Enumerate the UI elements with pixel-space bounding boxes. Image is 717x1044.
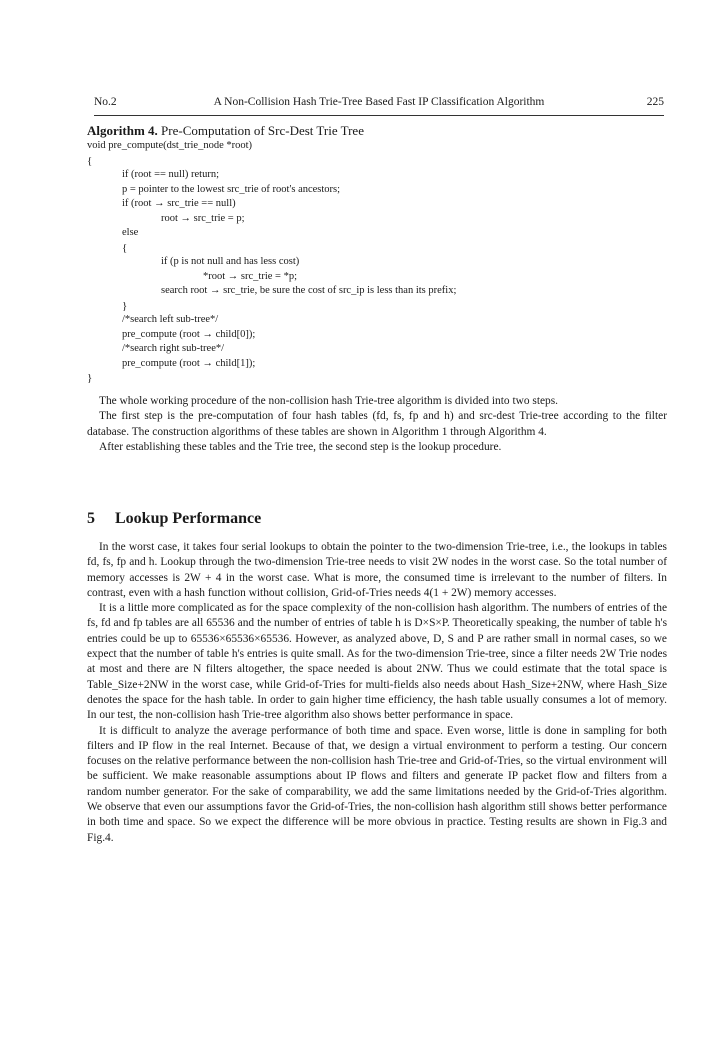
section-number: 5 bbox=[87, 510, 95, 527]
algorithm-block bbox=[87, 122, 667, 386]
code-line: search root → src_trie, be sure the cost of src_ip is less than its prefix; bbox=[161, 285, 457, 296]
code-line: } bbox=[122, 299, 128, 312]
code-line: *root → src_trie = *p; bbox=[203, 270, 297, 282]
code-line: /*search right sub-tree*/ bbox=[122, 343, 225, 354]
code-line: else bbox=[122, 227, 139, 238]
paragraph: The first step is the pre-computation of four hash tables (fd, fs, fp and h) and src-dest Trie-tree according to the filter database. The construction algorithms of these tables are shown in Algorithm 1 through Algorithm 4. bbox=[87, 410, 667, 438]
algorithm-caption: Pre-Computation of Src-Dest Trie Tree bbox=[157, 123, 364, 138]
code-line: pre_compute (root → child[0]); bbox=[122, 328, 256, 340]
algorithm-label: Algorithm 4. bbox=[87, 123, 158, 138]
code-line: /*search left sub-tree*/ bbox=[122, 314, 219, 325]
journal-issue: No.2 bbox=[94, 96, 117, 108]
section-text bbox=[87, 540, 667, 846]
paragraph: It is a little more complicated as for the space complexity of the non-collision hash algorithm. The numbers of entries of the fs, fd and fp tables are all 65536 and the number of entries of table h is D×S×P. Theoretically speaking, the number of table h's entries could be up to 65536×65536×65536. However, as analyzed above, D, S and P are rather small in normal cases, so we expect that the number of table h's entries is quite small. As for the two-dimension Trie-tree, since a filter needs 2W Trie nodes at most and there are N filters altogether, the space needed is about 2NW. Thus we could estimate that the total space is Table_Size+2NW in the worst case, while Grid-of-Tries for multi-fields also needs about Hash_Size+2NW, where Hash_Size denotes the space for the hash table. In order to gain higher time efficiency, the hash table usually consumes a lot of memory. In our test, the non-collision hash Trie-tree algorithm also shows better performance in space. bbox=[87, 602, 667, 722]
code-line: p = pointer to the lowest src_trie of root's ancestors; bbox=[122, 183, 341, 195]
intro-text bbox=[87, 394, 667, 455]
paragraph: In the worst case, it takes four serial lookups to obtain the pointer to the two-dimension Trie-tree, i.e., the lookups in tables fd, fs, fp and h. Lookup through the two-dimension Trie-tree needs to visit 2W nodes in the worst case. So the total number of memory accesses is 2W + 4 in the worst case. What is more, the consumed time is irrelevant to the number of filters. In contrast, even with a hash function without collision, Grid-of-Tries needs 4(1 + 2W) memory accesses. bbox=[87, 541, 667, 599]
code-line: } bbox=[87, 372, 93, 384]
section-title: Lookup Performance bbox=[115, 510, 262, 527]
code-line: { bbox=[87, 154, 93, 167]
algorithm-title bbox=[87, 122, 667, 139]
code-line: root → src_trie = p; bbox=[161, 212, 245, 224]
running-header bbox=[94, 96, 664, 116]
code-line: { bbox=[122, 241, 128, 254]
code-line: pre_compute (root → child[1]); bbox=[122, 357, 256, 369]
section-heading bbox=[87, 510, 667, 528]
code-line: if (root → src_trie == null) bbox=[122, 198, 236, 209]
code-line: if (root == null) return; bbox=[122, 169, 219, 180]
paragraph: The whole working procedure of the non-collision hash Trie-tree algorithm is divided into two steps. bbox=[99, 395, 559, 407]
paragraph: After establishing these tables and the Trie tree, the second step is the lookup procedure. bbox=[99, 440, 502, 453]
paragraph: It is difficult to analyze the average performance of both time and space. Even worse, little is done in sampling for both filters and IP flow in the real Internet. Because of that, we design a virtual environment to perform a testing. Our concern focuses on the relative performance between the non-collision hash Trie-tree and Grid-of-Tries, so the virtual environment will be sufficient. We make reasonable assumptions about IP flows and filters and generate IP packet flow and filters from a random number generator. For the sake of comparability, we add the same limitations needed by the Grid-of-Tries algorithm. We observe that even our assumptions favor the Grid-of-Tries, the non-collision hash algorithm still shows better performance in both time and space. So we expect the difference will be more obvious in practice. Testing results are shown in Fig.3 and Fig.4. bbox=[87, 724, 667, 844]
code-line: if (p is not null and has less cost) bbox=[161, 256, 300, 267]
running-title: A Non-Collision Hash Trie-Tree Based Fast IP Classification Algorithm bbox=[213, 96, 545, 108]
page-number: 225 bbox=[646, 96, 664, 108]
code-line: void pre_compute(dst_trie_node *root) bbox=[87, 140, 253, 151]
